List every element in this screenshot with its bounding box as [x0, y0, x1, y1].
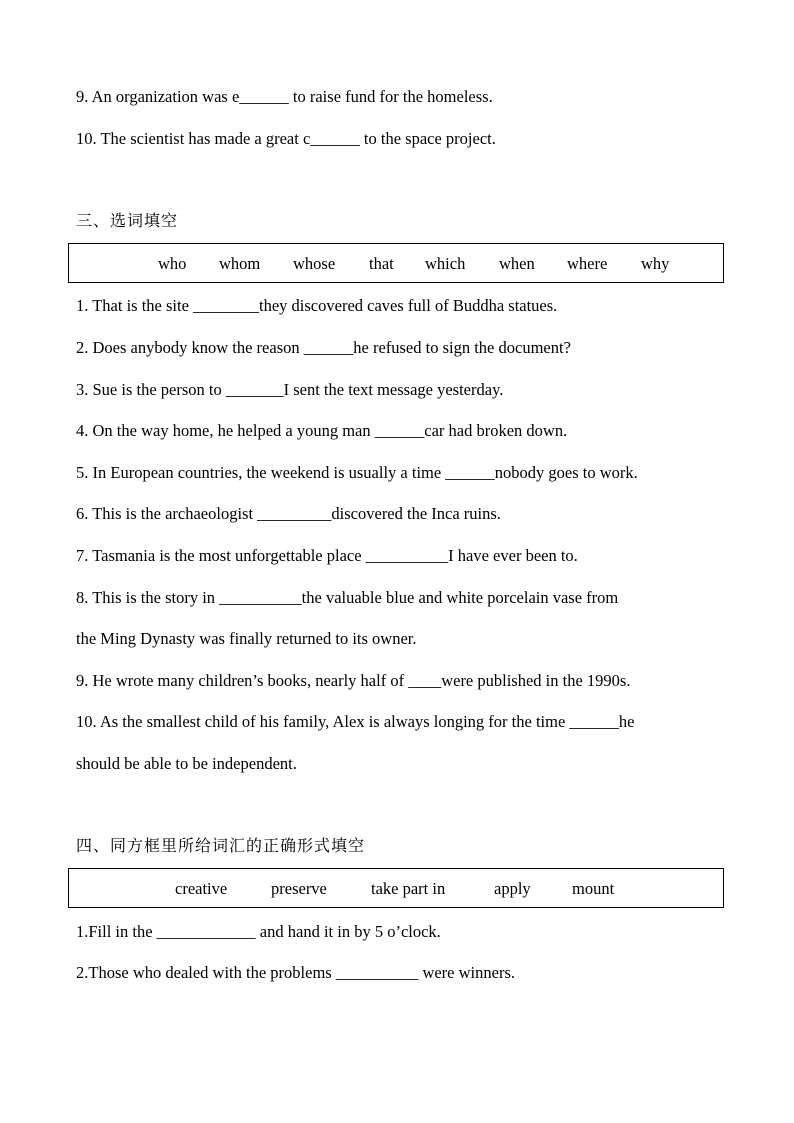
exercise-line: 2. Does anybody know the reason ______he refused to sign the document? — [76, 338, 571, 357]
word-bank-box — [68, 868, 724, 908]
exercise-line: 10. As the smallest child of his family, Alex is always longing for the time ______he — [76, 712, 635, 731]
exercise-line: should be able to be independent. — [76, 754, 297, 773]
word-bank-item: whose — [293, 254, 336, 273]
word-bank-item: where — [567, 254, 608, 273]
exercise-line: 9. He wrote many children’s books, nearly half of ____were published in the 1990s. — [76, 671, 631, 690]
word-bank-item: preserve — [271, 879, 327, 898]
section-heading: 三、选词填空 — [76, 211, 179, 230]
word-bank-item: who — [158, 254, 187, 273]
section-heading: 四、同方框里所给词汇的正确形式填空 — [76, 836, 366, 855]
word-bank-item: apply — [494, 879, 531, 898]
word-bank-item: which — [425, 254, 466, 273]
word-bank-box — [68, 243, 724, 283]
exercise-line: 5. In European countries, the weekend is usually a time ______nobody goes to work. — [76, 463, 638, 482]
word-bank-item: creative — [175, 879, 228, 898]
word-bank-item: whom — [219, 254, 261, 273]
exercise-line: 1.Fill in the ____________ and hand it in by 5 o’clock. — [76, 922, 441, 941]
word-bank-item: why — [641, 254, 670, 273]
exercise-line: 2.Those who dealed with the problems __________ were winners. — [76, 963, 515, 982]
word-bank-item: when — [499, 254, 535, 273]
exercise-line: 3. Sue is the person to _______I sent the text message yesterday. — [76, 380, 504, 399]
exercise-line: 8. This is the story in __________the valuable blue and white porcelain vase from — [76, 588, 619, 607]
exercise-line: 7. Tasmania is the most unforgettable place __________I have ever been to. — [76, 546, 578, 565]
word-bank-item: that — [369, 254, 394, 273]
word-bank-item: take part in — [371, 879, 446, 898]
exercise-line: 6. This is the archaeologist _________discovered the Inca ruins. — [76, 504, 501, 523]
word-bank-item: mount — [572, 879, 615, 898]
exercise-line: 10. The scientist has made a great c______ to the space project. — [76, 129, 496, 148]
exercise-line: 9. An organization was e______ to raise fund for the homeless. — [76, 87, 493, 106]
exercise-line: 1. That is the site ________they discovered caves full of Buddha statues. — [76, 296, 558, 315]
exercise-line: the Ming Dynasty was finally returned to its owner. — [76, 629, 417, 648]
exercise-line: 4. On the way home, he helped a young man ______car had broken down. — [76, 421, 568, 440]
